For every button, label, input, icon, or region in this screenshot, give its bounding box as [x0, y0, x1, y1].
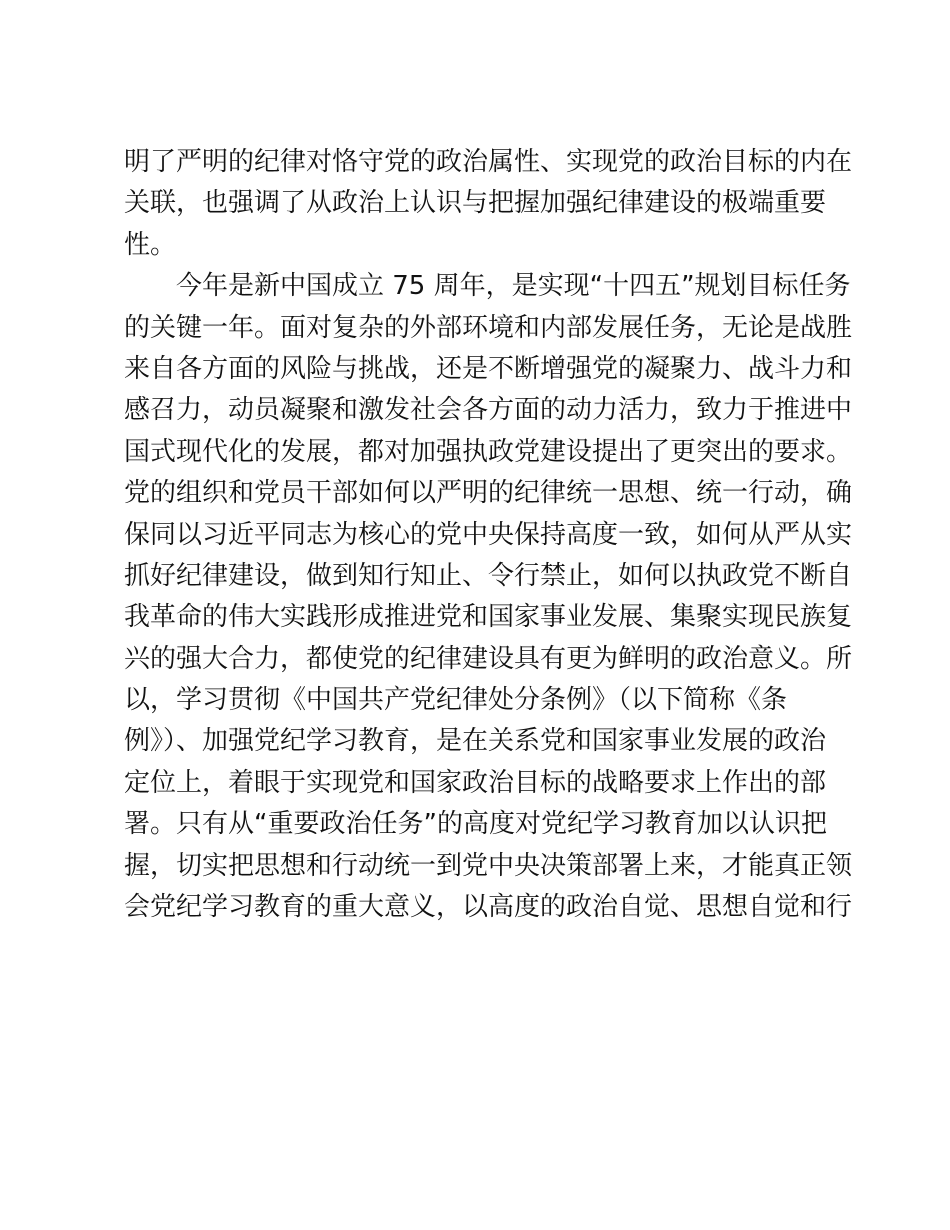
text-line: 以，学习贯彻《中国共产党纪律处分条例》（以下简称《条: [124, 685, 788, 716]
text-line: 例》）、加强党纪学习教育，是在关系党和国家事业发展的政治: [124, 726, 827, 757]
text-line: 党的组织和党员干部如何以严明的纪律统一思想、统一行动，确: [124, 478, 853, 509]
text-line: 握，切实把思想和行动统一到党中央决策部署上来，才能真正领: [124, 850, 853, 881]
text-line: 性。: [124, 229, 177, 260]
text-line: 来自各方面的风险与挑战，还是不断增强党的凝聚力、战斗力和: [124, 353, 853, 384]
paragraph-first-line: 今年是新中国成立 75 周年，是实现“十四五”规划目标任务: [176, 271, 851, 302]
text-line: 的关键一年。面对复杂的外部环境和内部发展任务，无论是战胜: [124, 312, 853, 343]
text-line: 感召力，动员凝聚和激发社会各方面的动力活力，致力于推进中: [124, 395, 853, 426]
text-line: 兴的强大合力，都使党的纪律建设具有更为鲜明的政治意义。所: [124, 643, 853, 674]
text-line: 保同以习近平同志为核心的党中央保持高度一致，如何从严从实: [124, 519, 853, 550]
text-line: 明了严明的纪律对恪守党的政治属性、实现党的政治目标的内在: [124, 147, 853, 177]
text-line: 定位上，着眼于实现党和国家政治目标的战略要求上作出的部: [124, 767, 827, 798]
text-line: 我革命的伟大实践形成推进党和国家事业发展、集聚实现民族复: [124, 602, 853, 633]
body-text: [124, 142, 853, 928]
text-line: 署。只有从“重要政治任务”的高度对党纪学习教育加以认识把: [124, 809, 827, 840]
text-line: 会党纪学习教育的重大意义，以高度的政治自觉、思想自觉和行: [124, 892, 853, 923]
text-line: 关联，也强调了从政治上认识与把握加强纪律建设的极端重要: [124, 188, 827, 219]
text-line: 抓好纪律建设，做到知行知止、令行禁止，如何以执政党不断自: [124, 560, 853, 591]
text-line: 国式现代化的发展，都对加强执政党建设提出了更突出的要求。: [124, 436, 853, 467]
